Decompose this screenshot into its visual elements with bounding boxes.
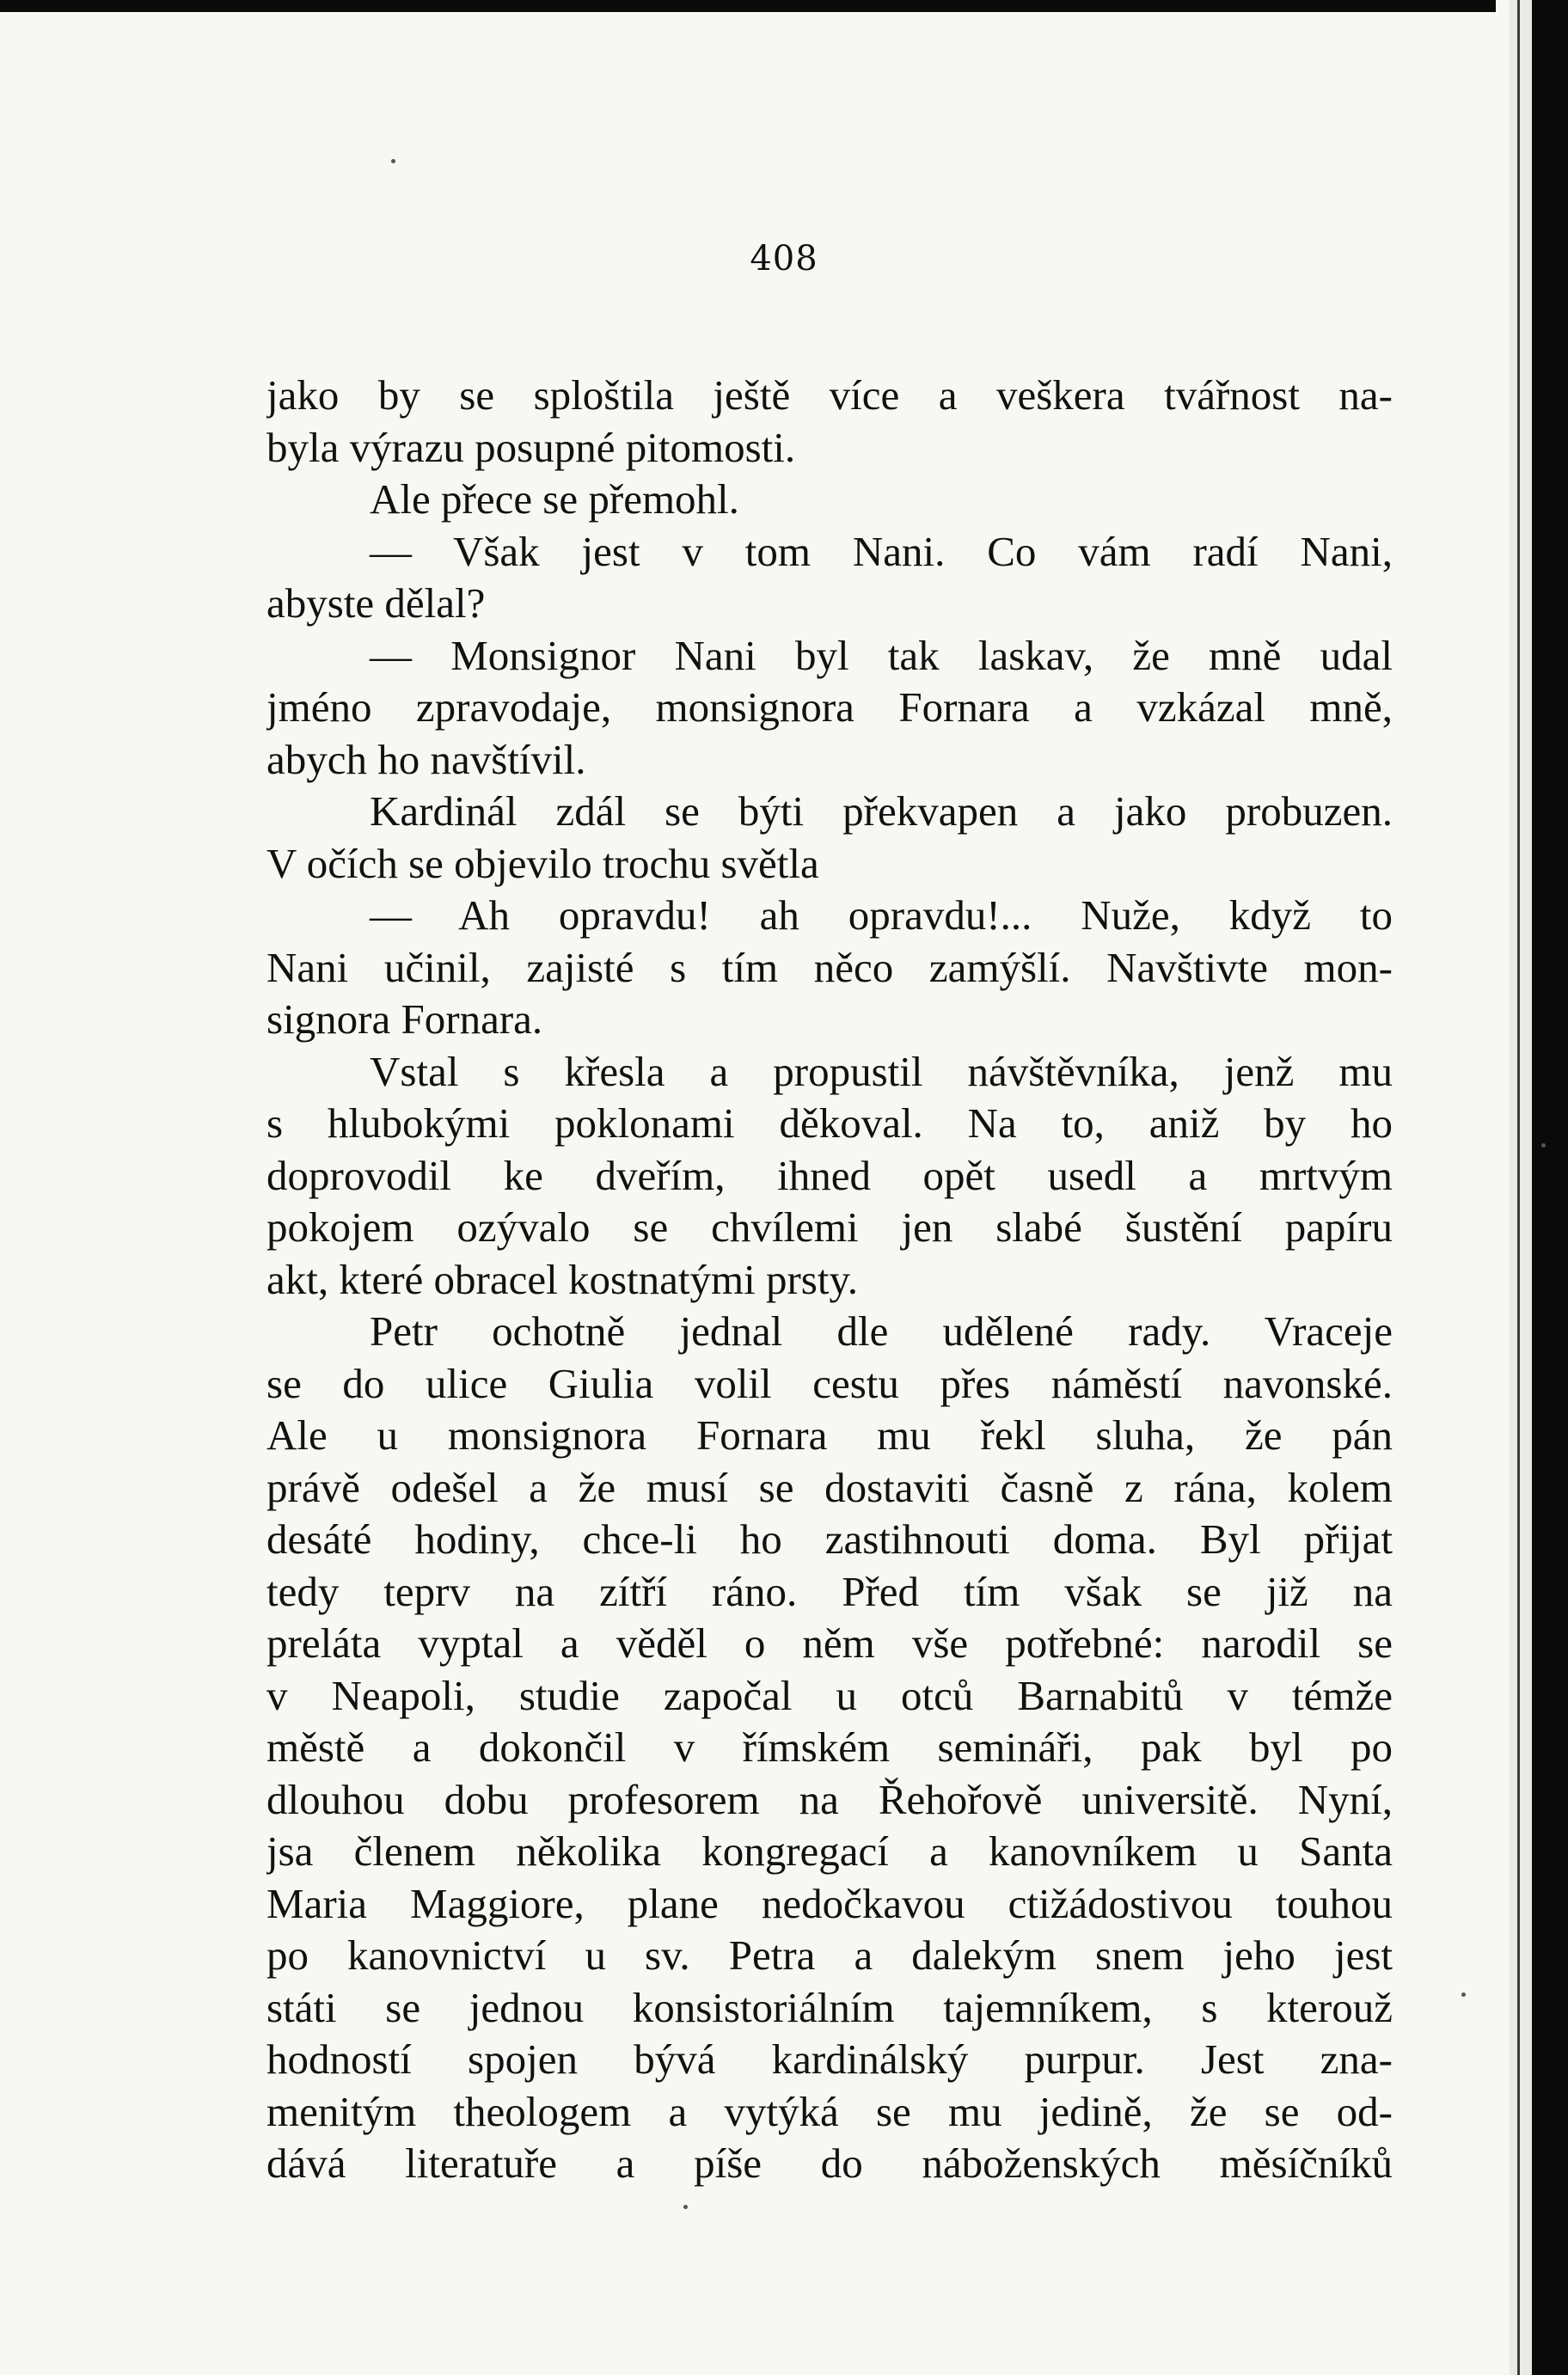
text-line: dává literatuře a píše do náboženských měsíčníků <box>266 2139 1393 2187</box>
text-line: Nani učinil, zajisté s tím něco zamýšlí. Navštivte mon- <box>266 943 1393 991</box>
text-line: Kardinál zdál se býti překvapen a jako probuzen. <box>370 787 1393 835</box>
page-number: 408 <box>750 239 818 279</box>
paper-speck <box>391 159 395 163</box>
text-line: V očích se objevilo trochu světla <box>266 839 819 887</box>
text-line: — Monsignor Nani byl tak laskav, že mně udal <box>370 631 1393 679</box>
text-line: menitým theologem a vytýká se mu jedině, že se od- <box>266 2087 1393 2135</box>
text-line: hodností spojen bývá kardinálský purpur. Jest zna- <box>266 2035 1393 2083</box>
text-line: preláta vyptal a věděl o něm vše potřebné: narodil se <box>266 1619 1393 1667</box>
paper-speck <box>683 2205 688 2209</box>
text-line: Maria Maggiore, plane nedočkavou ctižádostivou touhou <box>266 1879 1393 1927</box>
paper-speck <box>1461 1992 1466 1997</box>
text-line: doprovodil ke dveřím, ihned opět usedl a mrtvým <box>266 1151 1393 1199</box>
text-line: městě a dokončil v římském semináři, pak byl po <box>266 1723 1393 1771</box>
text-line: státi se jednou konsistoriálním tajemníkem, s kterouž <box>266 1983 1393 2031</box>
text-line: v Neapoli, studie započal u otců Barnabitů v témže <box>266 1671 1393 1719</box>
text-line: dlouhou dobu profesorem na Řehořově universitě. Nyní, <box>266 1775 1393 1823</box>
text-line: jméno zpravodaje, monsignora Fornara a vzkázal mně, <box>266 683 1393 731</box>
text-line: Petr ochotně jednal dle udělené rady. Vraceje <box>370 1307 1393 1355</box>
page-edge-shadow <box>1510 0 1532 2375</box>
text-line: po kanovnictví u sv. Petra a dalekým snem jeho jest <box>266 1931 1393 1979</box>
text-line: tedy teprv na zítří ráno. Před tím však se již na <box>266 1567 1393 1615</box>
paper-speck <box>1541 1143 1546 1148</box>
text-line: desáté hodiny, chce-li ho zastihnouti doma. Byl přijat <box>266 1515 1393 1563</box>
text-line: abyste dělal? <box>266 579 486 627</box>
text-line: jako by se sploštila ještě více a veškera tvářnost na- <box>266 371 1393 419</box>
text-line: — Však jest v tom Nani. Co vám radí Nani, <box>370 527 1393 575</box>
text-line: akt, které obracel kostnatými prsty. <box>266 1255 859 1303</box>
text-line: jsa členem několika kongregací a kanovníkem u Santa <box>266 1827 1393 1875</box>
text-line: byla výrazu posupné pitomosti. <box>266 423 796 471</box>
text-line: signora Fornara. <box>266 995 543 1043</box>
text-line: se do ulice Giulia volil cestu přes náměstí navonské. <box>266 1359 1393 1407</box>
scan-right-border <box>1532 0 1568 2375</box>
text-line: Ale přece se přemohl. <box>370 475 739 523</box>
body-text <box>266 370 1393 2190</box>
text-line: pokojem ozývalo se chvílemi jen slabé šustění papíru <box>266 1203 1393 1251</box>
text-line: — Ah opravdu! ah opravdu!... Nuže, když to <box>370 891 1393 939</box>
text-line: Ale u monsignora Fornara mu řekl sluha, že pán <box>266 1411 1393 1459</box>
page-edge-line <box>1517 0 1520 2375</box>
text-line: Vstal s křesla a propustil návštěvníka, jenž mu <box>370 1047 1393 1095</box>
scan-top-border <box>0 0 1496 12</box>
text-line: právě odešel a že musí se dostaviti časně z rána, kolem <box>266 1463 1393 1511</box>
text-line: s hlubokými poklonami děkoval. Na to, aniž by ho <box>266 1099 1393 1147</box>
text-line: abych ho navštívil. <box>266 735 586 783</box>
